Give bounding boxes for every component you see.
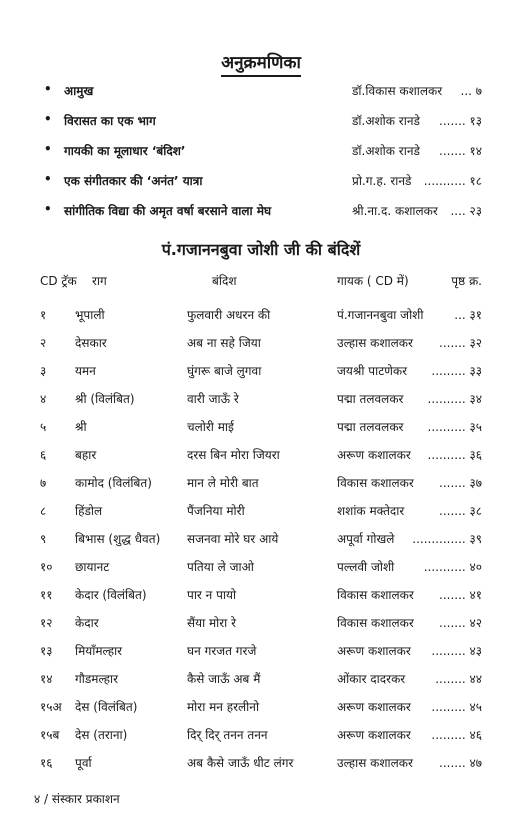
page-footer: ४ / संस्कार प्रकाशन [34,792,120,806]
table-row: १० छायानट पतिया ले जाओ पल्लवी जोशी ........... ४० [40,560,482,574]
bullet-icon: • [44,142,52,156]
header-singer: गायक ( CD में) [337,274,409,288]
table-row: ६ बहार दरस बिन मोरा जियरा अरूण कशालकर .......... ३६ [40,448,482,462]
table-row: १ भूपाली फुलवारी अधरन की पं.गजाननबुवा जोशी ... ३१ [40,308,482,322]
toc-item: • गायकी का मूलाधार ‘बंदिश’ डॉ.अशोक रानडे ....... १४ [44,142,482,158]
header-raag: राग [92,274,107,288]
table-row: ८ हिंडोल पैंजनिया मोरी शशांक मक्तेदार ....... ३८ [40,504,482,518]
table-row: ७ कामोद (विलंबित) मान ले मोरी बात विकास कशालकर ....... ३७ [40,476,482,490]
table-row: २ देसकार अब ना सहे जिया उल्हास कशालकर ....... ३२ [40,336,482,350]
table-row: ४ श्री (विलंबित) वारी जाऊँ रे पद्मा तलवलकर .......... ३४ [40,392,482,406]
toc-item: • विरासत का एक भाग डॉ.अशोक रानडे ....... १३ [44,112,482,128]
table-row: १४ गौडमल्हार कैसे जाऊँ अब मैं ओंकार दादरकर ........ ४४ [40,672,482,686]
header-cd-track: CD ट्रॅक [40,274,77,288]
header-page-number: पृष्ठ क्र. [451,274,482,288]
bullet-icon: • [44,202,52,216]
table-row: ३ यमन घुंगरू बाजे लुगवा जयश्री पाटणेकर ......... ३३ [40,364,482,378]
table-row: १५ब देस (तराना) दिर् दिर् तनन तनन अरूण कशालकर ......... ४६ [40,728,482,742]
table-row: ११ केदार (विलंबित) पार न पायो विकास कशालकर ....... ४१ [40,588,482,602]
table-row: १५अ देस (विलंबित) मोरा मन हरलीनो अरूण कशालकर ......... ४५ [40,700,482,714]
index-title: अनुक्रमणिका [0,50,522,73]
table-row: १३ मियाँमल्हार घन गरजत गरजे अरूण कशालकर ......... ४३ [40,644,482,658]
table-row: ५ श्री चलोरी माई पद्मा तलवलकर .......... ३५ [40,420,482,434]
header-bandish: बंदिश [212,274,237,288]
table-row: १६ पूर्वा अब कैसे जाऊँ धीट लंगर उल्हास कशालकर ....... ४७ [40,756,482,770]
toc-item: • सांगीतिक विद्या की अमृत वर्षा बरसाने वाला मेघ श्री.ना.द. कशालकर .... २३ [44,202,482,218]
toc-item: • एक संगीतकार की ‘अनंत’ यात्रा प्रो.ग.ह. रानडे ........... १८ [44,172,482,188]
bullet-icon: • [44,82,52,96]
bandish-section-title: पं.गजाननबुवा जोशी जी की बंदिशें [161,240,361,259]
toc-item: • आमुख डॉ.विकास कशालकर ... ७ [44,82,482,98]
table-row: १२ केदार सैंया मोरा रे विकास कशालकर ....... ४२ [40,616,482,630]
bullet-icon: • [44,112,52,126]
bullet-icon: • [44,172,52,186]
table-row: ९ बिभास (शुद्ध धैवत) सजनवा मोरे घर आये अपूर्वा गोखले .............. ३९ [40,532,482,546]
